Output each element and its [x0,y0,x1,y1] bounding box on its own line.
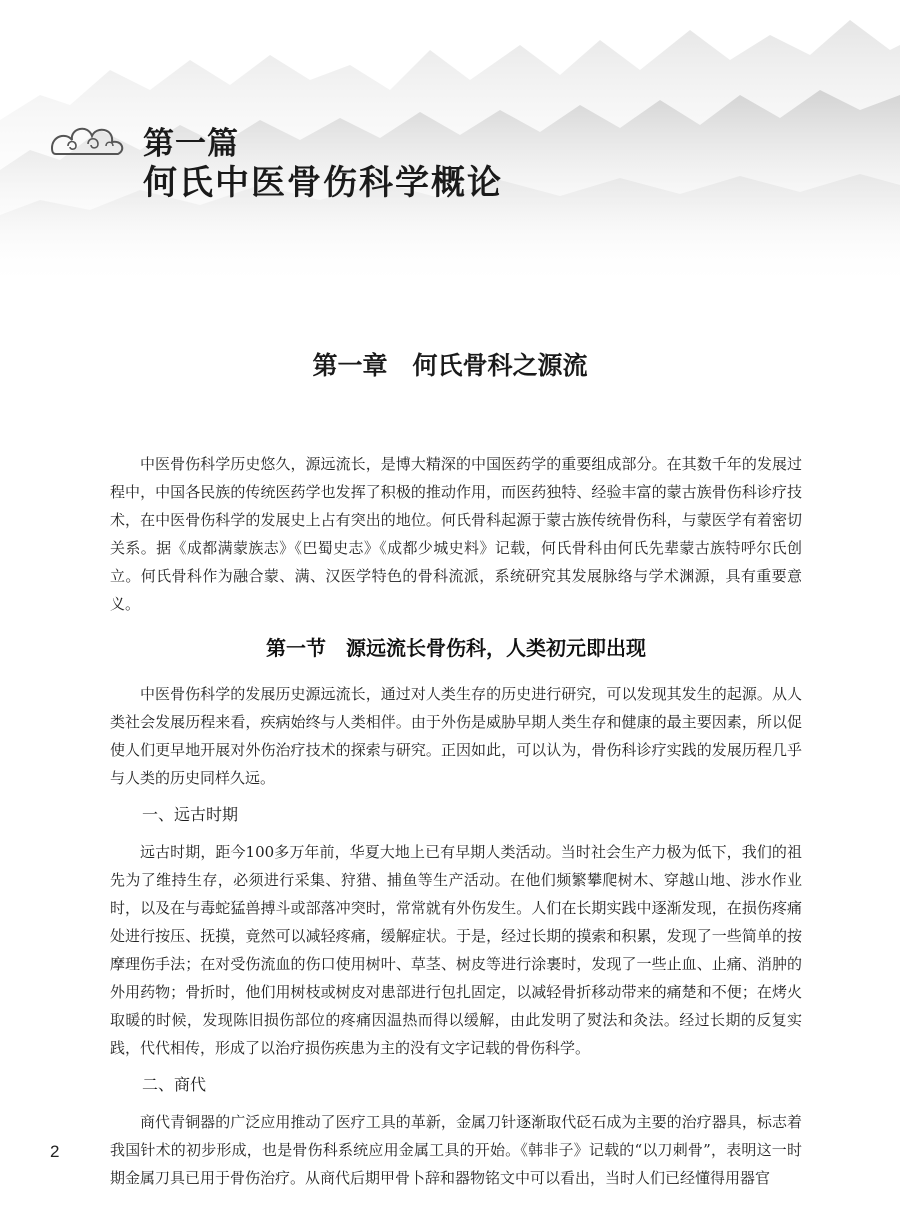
part-label: 第一篇 [143,126,239,162]
subsection-title-shang: 二、商代 [142,1075,207,1094]
chapter-intro-paragraph: 中医骨伤科学历史悠久，源远流长，是博大精深的中国医药学的重要组成部分。在其数千年的发展过程中，中国各民族的传统医药学也发挥了积极的推动作用，而医药独特、经验丰富的蒙古族骨伤科诊疗技术，在中医骨伤科学的发展史上占有突出的地位。何氏骨科起源于蒙古族传统骨伤科，与蒙医学有着密切关系。据《成都满蒙族志》《巴蜀史志》《成都少城史料》记载，何氏骨科由何氏先辈蒙古族特呼尔氏创立。何氏骨科作为融合蒙、满、汉医学特色的骨科流派，系统研究其发展脉络与学术渊源，具有重要意义。 [110,455,802,613]
chapter-title: 第一章 何氏骨科之源流 [312,351,588,380]
subsection-paragraph-shang: 商代青铜器的广泛应用推动了医疗工具的革新，金属刀针逐渐取代砭石成为主要的治疗器具，标志着我国针术的初步形成，也是骨伤科系统应用金属工具的开始。《韩非子》记载的“以刀刺骨”，表明这一时期金属刀具已用于骨伤治疗。从商代后期甲骨卜辞和器物铭文中可以看出，当时人们已经懂得用器官 [110,1113,802,1187]
part-title: 何氏中医骨伤科学概论 [143,163,503,203]
subsection-paragraph-ancient: 远古时期，距今100多万年前，华夏大地上已有早期人类活动。当时社会生产力极为低下，我们的祖先为了维持生存，必须进行采集、狩猎、捕鱼等生产活动。在他们频繁攀爬树木、穿越山地、涉水作业时，以及在与毒蛇猛兽搏斗或部落冲突时，常常就有外伤发生。人们在长期实践中逐渐发现，在损伤疼痛处进行按压、抚摸，竟然可以减轻疼痛，缓解症状。于是，经过长期的摸索和积累，发现了一些简单的按摩理伤手法；在对受伤流血的伤口使用树叶、草茎、树皮等进行涂裹时，发现了一些止血、止痛、消肿的外用药物；骨折时，他们用树枝或树皮对患部进行包扎固定，以减轻骨折移动带来的痛楚和不便；在烤火取暖的时候，发现陈旧损伤部位的疼痛因温热而得以缓解，由此发明了熨法和灸法。经过长期的反复实践，代代相传，形成了以治疗损伤疾患为主的没有文字记载的骨伤科学。 [110,843,802,1057]
section-intro-paragraph: 中医骨伤科学的发展历史源远流长，通过对人类生存的历史进行研究，可以发现其发生的起源。从人类社会发展历程来看，疾病始终与人类相伴。由于外伤是威胁早期人类生存和健康的最主要因素，所以促使人们更早地开展对外伤治疗技术的探索与研究。正因如此，可以认为，骨伤科诊疗实践的发展历程几乎与人类的历史同样久远。 [110,685,802,787]
ink-mountains-illustration [0,0,900,300]
page-number: 2 [50,1142,60,1161]
mountain-ink-banner [0,0,900,300]
auspicious-cloud-icon [48,118,128,160]
section-title: 第一节 源远流长骨伤科，人类初元即出现 [266,636,646,660]
subsection-title-ancient: 一、远古时期 [142,805,239,824]
body-text [110,450,802,1192]
